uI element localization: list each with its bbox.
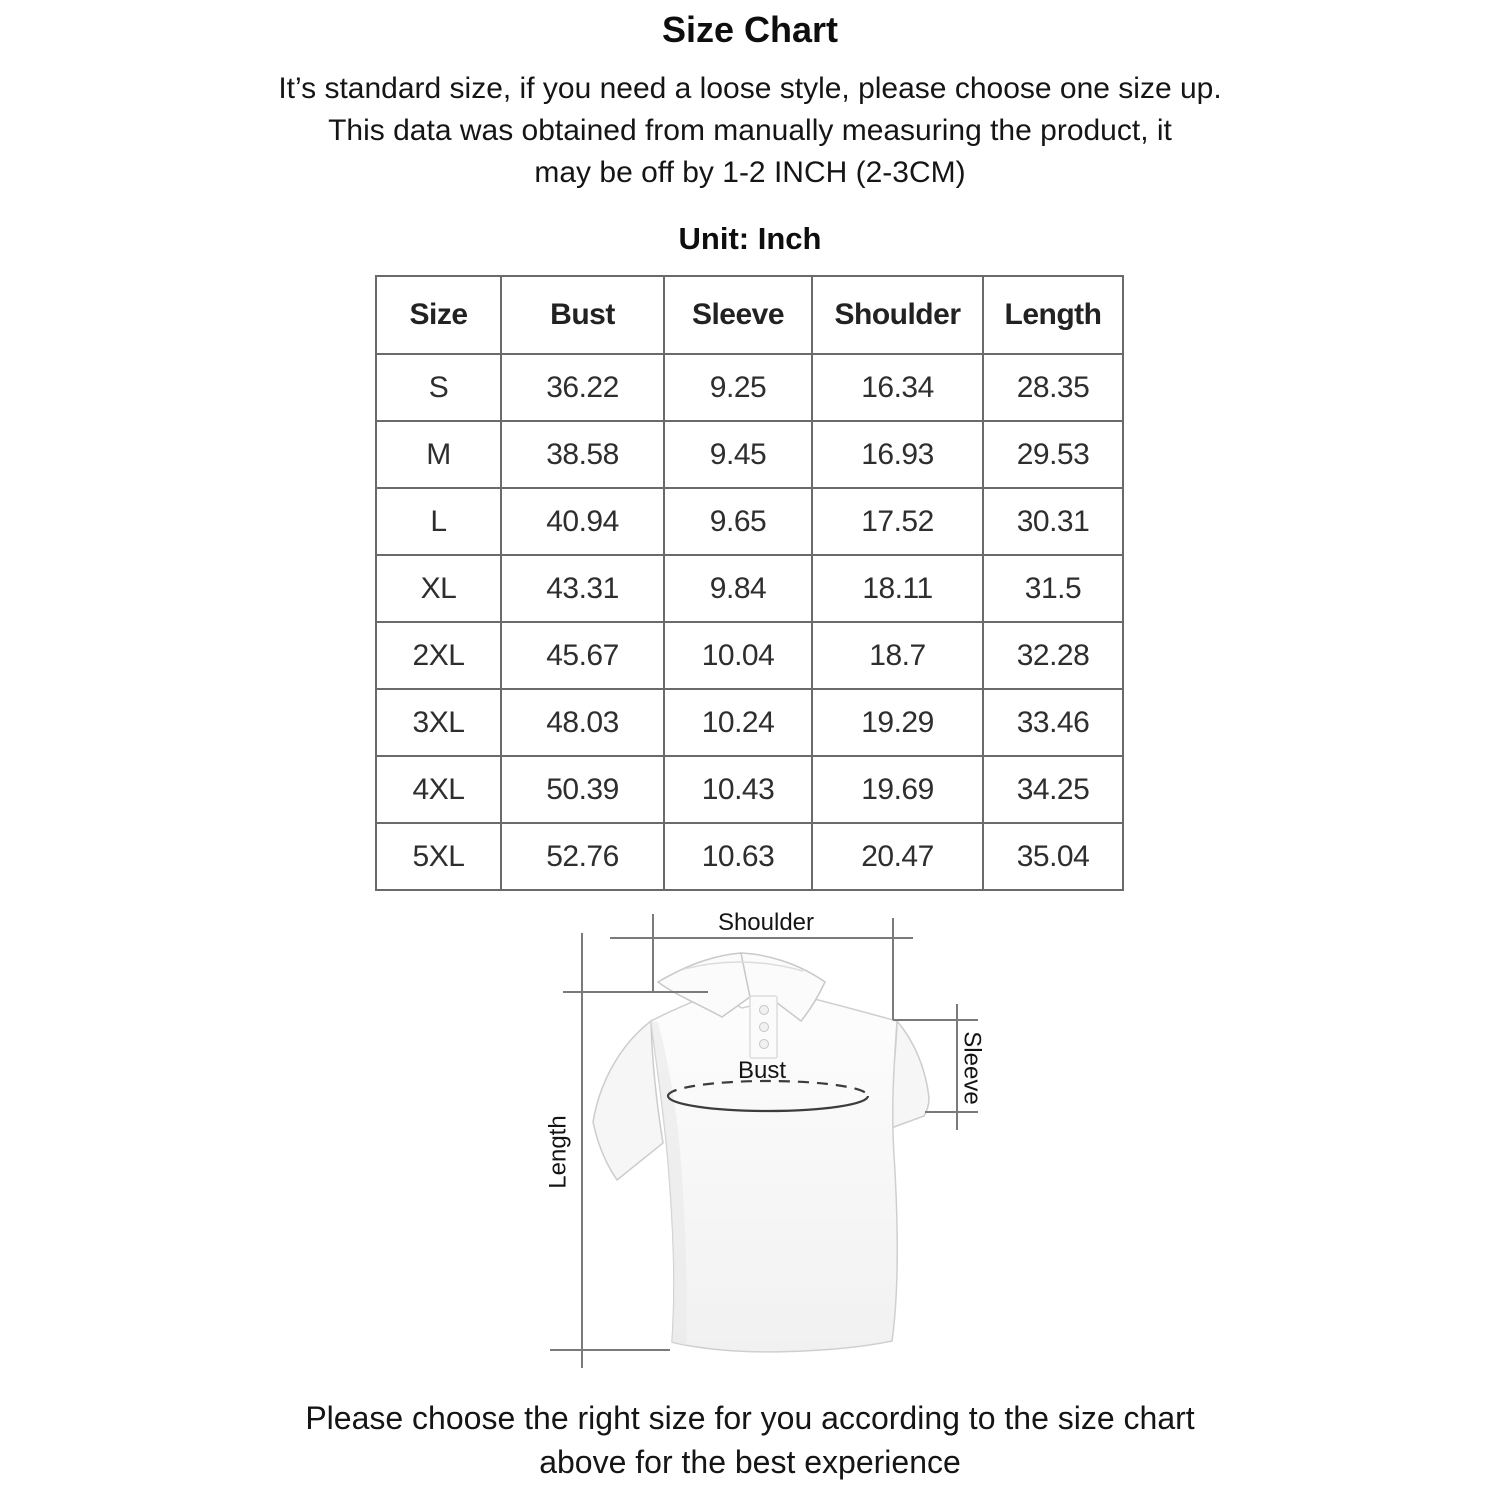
size-note-line-1: It’s standard size, if you need a loose style, please choose one size up. — [278, 72, 1222, 105]
table-header-row — [376, 276, 1123, 354]
table-cell: 19.29 — [812, 689, 983, 756]
table-cell: 9.25 — [664, 354, 812, 421]
table-row-xl — [376, 555, 1123, 622]
table-cell: 10.63 — [664, 823, 812, 890]
sleeve-label: Sleeve — [958, 1031, 986, 1105]
table-row-l — [376, 488, 1123, 555]
column-header-sleeve: Sleeve — [664, 276, 812, 354]
table-cell: 43.31 — [501, 555, 664, 622]
table-row-3xl — [376, 689, 1123, 756]
column-header-size: Size — [376, 276, 501, 354]
table-cell: 33.46 — [983, 689, 1123, 756]
shirt-button — [760, 1023, 769, 1032]
table-cell: L — [376, 488, 501, 555]
table-row-2xl — [376, 622, 1123, 689]
table-cell: 18.7 — [812, 622, 983, 689]
table-cell: 40.94 — [501, 488, 664, 555]
table-cell: 19.69 — [812, 756, 983, 823]
table-row-s — [376, 354, 1123, 421]
size-note-line-2: This data was obtained from manually measuring the product, it — [328, 114, 1172, 147]
shirt-button — [760, 1040, 769, 1049]
table-row-4xl — [376, 756, 1123, 823]
size-note — [0, 68, 1500, 194]
table-cell: 36.22 — [501, 354, 664, 421]
size-note-line-3: may be off by 1-2 INCH (2-3CM) — [534, 156, 966, 189]
table-cell: 20.47 — [812, 823, 983, 890]
table-cell: 32.28 — [983, 622, 1123, 689]
table-cell: 18.11 — [812, 555, 983, 622]
table-cell: 10.24 — [664, 689, 812, 756]
shirt-button — [760, 1006, 769, 1015]
footer-line-1: Please choose the right size for you according to the size chart — [305, 1400, 1195, 1436]
table-cell: 30.31 — [983, 488, 1123, 555]
size-table — [375, 275, 1124, 891]
table-cell: 10.43 — [664, 756, 812, 823]
table-cell: 50.39 — [501, 756, 664, 823]
bust-label: Bust — [737, 1057, 787, 1084]
table-cell: 52.76 — [501, 823, 664, 890]
column-header-bust: Bust — [501, 276, 664, 354]
shirt-measurement-diagram — [520, 895, 1020, 1395]
table-cell: 29.53 — [983, 421, 1123, 488]
table-row-m — [376, 421, 1123, 488]
table-cell: 10.04 — [664, 622, 812, 689]
column-header-length: Length — [983, 276, 1123, 354]
table-cell: 9.84 — [664, 555, 812, 622]
table-cell: 17.52 — [812, 488, 983, 555]
page-title: Size Chart — [661, 9, 839, 50]
table-cell: 35.04 — [983, 823, 1123, 890]
table-cell: 38.58 — [501, 421, 664, 488]
table-cell: 9.45 — [664, 421, 812, 488]
shirt-left-sleeve — [593, 1021, 663, 1180]
table-cell: 2XL — [376, 622, 501, 689]
table-cell: 9.65 — [664, 488, 812, 555]
length-label: Length — [544, 1115, 572, 1189]
shoulder-label: Shoulder — [717, 909, 815, 936]
table-cell: 48.03 — [501, 689, 664, 756]
footer-line-2: above for the best experience — [539, 1444, 961, 1480]
table-cell: 5XL — [376, 823, 501, 890]
table-cell: 34.25 — [983, 756, 1123, 823]
table-cell: S — [376, 354, 501, 421]
table-cell: XL — [376, 555, 501, 622]
table-cell: M — [376, 421, 501, 488]
table-cell: 28.35 — [983, 354, 1123, 421]
table-cell: 4XL — [376, 756, 501, 823]
table-cell: 3XL — [376, 689, 501, 756]
table-row-5xl — [376, 823, 1123, 890]
table-cell: 45.67 — [501, 622, 664, 689]
footer-note — [0, 1396, 1500, 1484]
column-header-shoulder: Shoulder — [812, 276, 983, 354]
unit-label: Unit: Inch — [678, 221, 822, 256]
table-cell: 16.34 — [812, 354, 983, 421]
table-cell: 31.5 — [983, 555, 1123, 622]
table-cell: 16.93 — [812, 421, 983, 488]
